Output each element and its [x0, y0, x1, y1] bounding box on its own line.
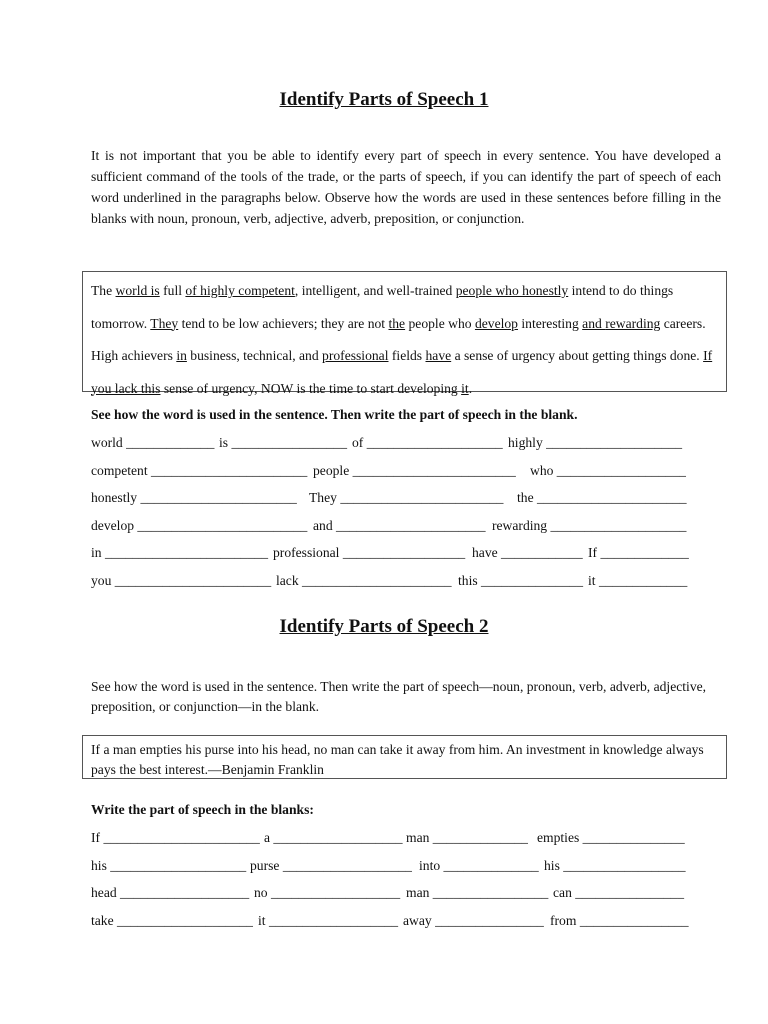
blank-field[interactable]: head ___________________ [91, 885, 250, 900]
blank-row [91, 885, 691, 903]
blank-row [91, 913, 691, 931]
blank-field[interactable]: develop _________________________ [91, 518, 308, 533]
blank-field[interactable]: have ____________ [472, 545, 583, 560]
blank-field[interactable]: in ________________________ [91, 545, 269, 560]
blank-field[interactable]: They ________________________ [309, 490, 504, 505]
blank-row [91, 435, 691, 453]
blank-field[interactable]: of ____________________ [352, 435, 503, 450]
blank-field[interactable]: a ___________________ [264, 830, 403, 845]
section1-passage-box [82, 271, 727, 396]
blank-field[interactable]: world _____________ [91, 435, 215, 450]
blank-field[interactable]: is _________________ [219, 435, 348, 450]
section2-instruction: Write the part of speech in the blanks: [91, 802, 314, 817]
blank-field[interactable]: into ______________ [419, 858, 539, 873]
section2-intro: See how the word is used in the sentence. Then write the part of speech—noun, pronoun, verb, adverb, adjective, preposition, or conjunction—in the blank. [91, 679, 707, 714]
blank-row [91, 518, 691, 536]
blank-field[interactable]: highly ____________________ [508, 435, 683, 450]
section1-title: Identify Parts of Speech 1 [279, 89, 489, 110]
blank-field[interactable]: this _______________ [458, 573, 583, 588]
blank-row [91, 463, 691, 481]
blank-field[interactable]: honestly _______________________ [91, 490, 297, 505]
blank-row [91, 545, 691, 563]
blank-row [91, 490, 691, 508]
section1-passage: The world is full of highly competent, intelligent, and well-trained people who honestly intend to do things tomorrow. They tend to be low achievers; they are not the people who develop interesting and rewarding careers. High achievers in business, technical, and professional fields have a sense of urgency about getting things done. If you lack this sense of urgency, NOW is the time to start developing it. [91, 283, 713, 396]
blank-field[interactable]: take ____________________ [91, 913, 253, 928]
blank-field[interactable]: away ________________ [403, 913, 544, 928]
blank-row [91, 858, 691, 876]
blank-field[interactable]: competent _______________________ [91, 463, 308, 478]
section1-intro: It is not important that you be able to identify every part of speech in every sentence. You have developed a sufficient command of the tools of the trade, or the parts of speech, if you can identify the part of speech of each word underlined in the paragraphs below. Observe how the words are used in these sentences before filling in the blanks with noun, pronoun, verb, adjective, adverb, preposition, or conjunction. [91, 148, 721, 226]
blank-field[interactable]: rewarding ____________________ [492, 518, 687, 533]
blank-field[interactable]: who ___________________ [530, 463, 686, 478]
blank-field[interactable]: you _______________________ [91, 573, 272, 588]
blank-field[interactable]: his __________________ [544, 858, 686, 873]
blank-field[interactable]: no ___________________ [254, 885, 401, 900]
blank-field[interactable]: the ______________________ [517, 490, 687, 505]
blank-field[interactable]: people ________________________ [313, 463, 516, 478]
blank-field[interactable]: his ____________________ [91, 858, 247, 873]
blank-row [91, 830, 691, 848]
blank-field[interactable]: professional __________________ [273, 545, 466, 560]
blank-field[interactable]: can ________________ [553, 885, 685, 900]
section1-instruction: See how the word is used in the sentence. Then write the part of speech in the blank. [91, 407, 578, 422]
blank-field[interactable]: man ______________ [406, 830, 528, 845]
blank-row [91, 573, 691, 591]
blank-field[interactable]: it ___________________ [258, 913, 399, 928]
blank-field[interactable]: empties _______________ [537, 830, 685, 845]
section2-quote-box [82, 735, 727, 779]
section2-title: Identify Parts of Speech 2 [279, 616, 489, 637]
blank-field[interactable]: man _________________ [406, 885, 549, 900]
blank-field[interactable]: lack ______________________ [276, 573, 452, 588]
blank-field[interactable]: purse ___________________ [250, 858, 412, 873]
blank-field[interactable]: from ________________ [550, 913, 689, 928]
section2-quote: If a man empties his purse into his head, no man can take it away from him. An investment in knowledge always pays the best interest.—Benjamin Franklin [91, 742, 704, 777]
blank-field[interactable]: If _______________________ [91, 830, 260, 845]
blank-field[interactable]: it _____________ [588, 573, 688, 588]
blank-field[interactable]: If _____________ [588, 545, 689, 560]
blank-field[interactable]: and ______________________ [313, 518, 486, 533]
